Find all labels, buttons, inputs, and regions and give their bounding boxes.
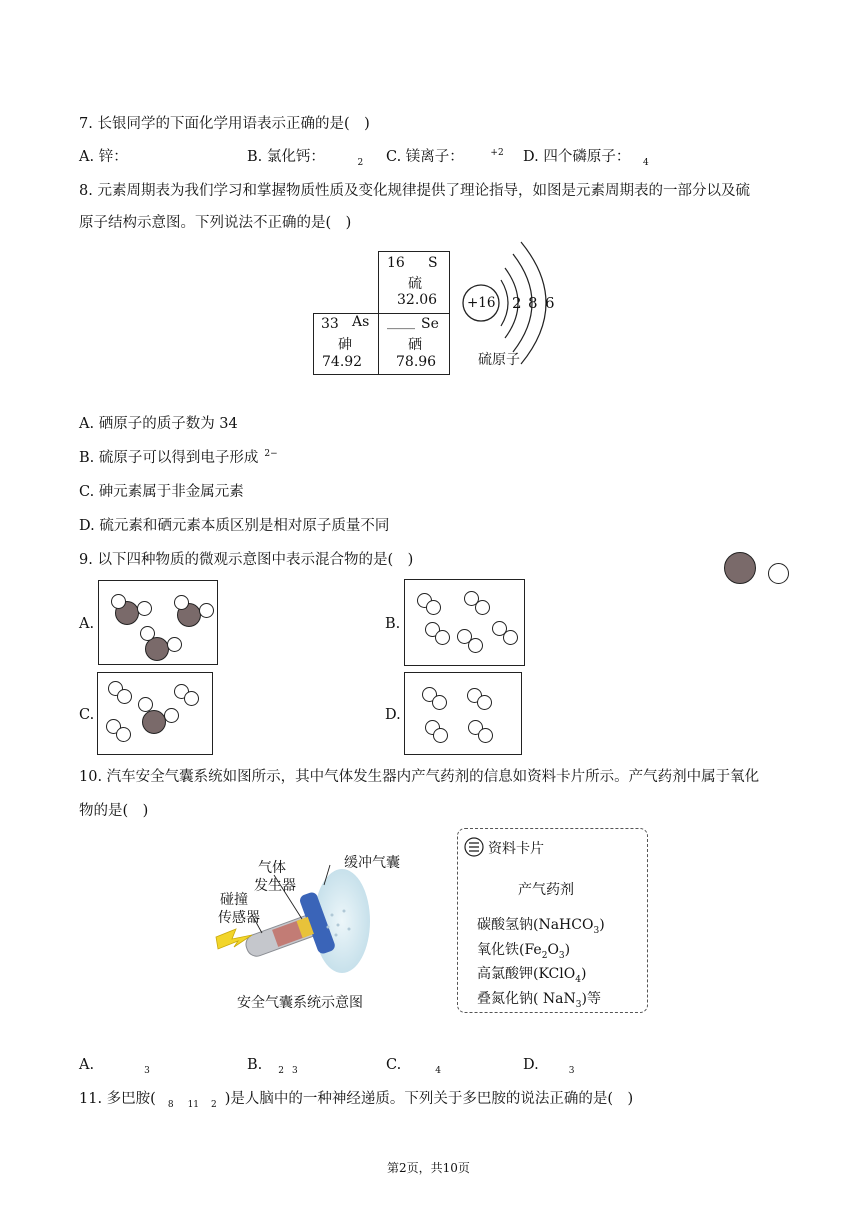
data-card <box>457 828 648 1013</box>
atom-nucleus: +16 <box>467 295 496 311</box>
selenium-name: 硒 <box>408 337 422 353</box>
q9-box-d <box>404 672 522 755</box>
q9-box-c <box>97 672 213 755</box>
molecule-atom <box>199 603 214 618</box>
selenium-mass: 78.96 <box>396 354 437 370</box>
molecule-atom <box>478 728 493 743</box>
q7-option-b: B. 氯化钙： $_2$ <box>247 149 364 168</box>
q7-option-a: A. 锌： <box>79 149 128 165</box>
q8-option-a: A. 硒原子的质子数为 34 <box>79 416 238 432</box>
card-item-1: 碳酸氢钠(NaHCO$_3$) <box>477 917 605 936</box>
molecule-atom <box>116 727 131 742</box>
q8-stem-line1: 8. 元素周期表为我们学习和掌握物质性质及变化规律提供了理论指导，如图是元素周期表的一部分以及硫 <box>79 183 750 199</box>
q10-option-b: B. $_2$ $_3$ <box>247 1057 298 1076</box>
selenium-blank: ____ <box>387 314 415 330</box>
periodic-cell-sulfur <box>378 251 450 315</box>
page-footer: 第2页，共10页 <box>387 1161 470 1175</box>
q9-box-a <box>98 580 218 665</box>
card-title: 资料卡片 <box>488 841 544 857</box>
q9-label-b: B. <box>385 616 401 632</box>
molecule-atom <box>435 630 450 645</box>
q10-stem-line1: 10. 汽车安全气囊系统如图所示，其中气体发生器内产气药剂的信息如资料卡片所示。产气药剂中属于氧化 <box>79 769 760 785</box>
arsenic-name: 砷 <box>338 337 352 353</box>
atom-caption: 硫原子 <box>478 352 520 368</box>
molecule-atom <box>164 708 179 723</box>
q7-stem: 7. 长银同学的下面化学用语表示正确的是( ) <box>79 116 370 132</box>
molecule-atom <box>475 600 490 615</box>
atom-shell-3: 6 <box>545 294 555 312</box>
molecule-atom <box>167 637 182 652</box>
q8-stem-line2: 原子结构示意图。下列说法不正确的是( ) <box>79 215 352 231</box>
card-item-3: 高氯酸钾(KClO$_4$) <box>477 966 587 985</box>
q10-stem-line2: 物的是( ) <box>79 803 149 819</box>
card-item-4: 叠氮化钠( NaN$_3$)等 <box>477 991 601 1010</box>
airbag-caption: 安全气囊系统示意图 <box>237 995 363 1011</box>
q9-stem: 9. 以下四种物质的微观示意图中表示混合物的是( ) <box>79 552 414 568</box>
q9-label-c: C. <box>79 707 95 723</box>
periodic-cell-arsenic <box>313 313 380 375</box>
q9-label-a: A. <box>79 616 95 632</box>
sulfur-symbol: S <box>428 255 438 271</box>
molecule-atom <box>426 600 441 615</box>
molecule-atom <box>138 697 153 712</box>
molecule-atom <box>137 601 152 616</box>
label-generator-1: 气体 <box>258 860 286 876</box>
label-generator-2: 发生器 <box>254 878 296 894</box>
molecule-atom <box>184 691 199 706</box>
arsenic-symbol: As <box>352 314 370 330</box>
q8-option-b: B. 硫原子可以得到电子形成 $^{2-}$ <box>79 449 278 466</box>
selenium-symbol: Se <box>421 316 439 332</box>
q10-option-d: D. $_3$ <box>523 1057 575 1076</box>
molecule-atom <box>468 638 483 653</box>
q10-option-c: C. $_4$ <box>386 1057 441 1076</box>
q10-option-a: A. $_3$ <box>79 1057 150 1076</box>
periodic-cell-selenium <box>378 313 450 375</box>
sulfur-mass: 32.06 <box>397 292 438 308</box>
molecule-atom <box>174 595 189 610</box>
molecule-atom <box>117 689 132 704</box>
atom-shell-2: 8 <box>528 294 538 312</box>
q7-option-d: D. 四个磷原子： $_4$ <box>523 149 649 168</box>
molecule-atom <box>111 594 126 609</box>
legend-large-atom <box>724 552 756 584</box>
molecule-atom <box>477 695 492 710</box>
sulfur-name: 硫 <box>408 276 422 292</box>
q11-stem: 11. 多巴胺( $_8$ $_{11}$ $_2$ )是人脑中的一种神经递质。下列关于多巴胺的说法正确的是( ) <box>79 1091 634 1110</box>
arsenic-mass: 74.92 <box>322 354 363 370</box>
label-airbag: 缓冲气囊 <box>344 855 400 871</box>
molecule-atom <box>433 728 448 743</box>
card-item-2: 氧化铁$(Fe_2O_3)$ <box>477 942 571 961</box>
q8-option-d: D. 硫元素和硒元素本质区别是相对原子质量不同 <box>79 518 390 534</box>
legend-small-atom <box>768 563 789 584</box>
atom-shell-1: 2 <box>512 294 522 312</box>
q9-label-d: D. <box>385 707 401 723</box>
q7-option-c: C. 镁离子： $^{+2}$ <box>386 148 504 165</box>
label-sensor-1: 碰撞 <box>220 892 248 908</box>
molecule-atom <box>142 710 166 734</box>
q8-option-c: C. 砷元素属于非金属元素 <box>79 484 244 500</box>
q9-box-b <box>404 579 525 666</box>
molecule-atom <box>432 695 447 710</box>
arsenic-number: 33 <box>321 316 339 332</box>
sulfur-number: 16 <box>387 255 405 271</box>
molecule-atom <box>503 630 518 645</box>
card-list-icon <box>464 837 484 857</box>
card-heading: 产气药剂 <box>518 882 574 898</box>
molecule-atom <box>140 626 155 641</box>
label-sensor-2: 传感器 <box>218 910 260 926</box>
